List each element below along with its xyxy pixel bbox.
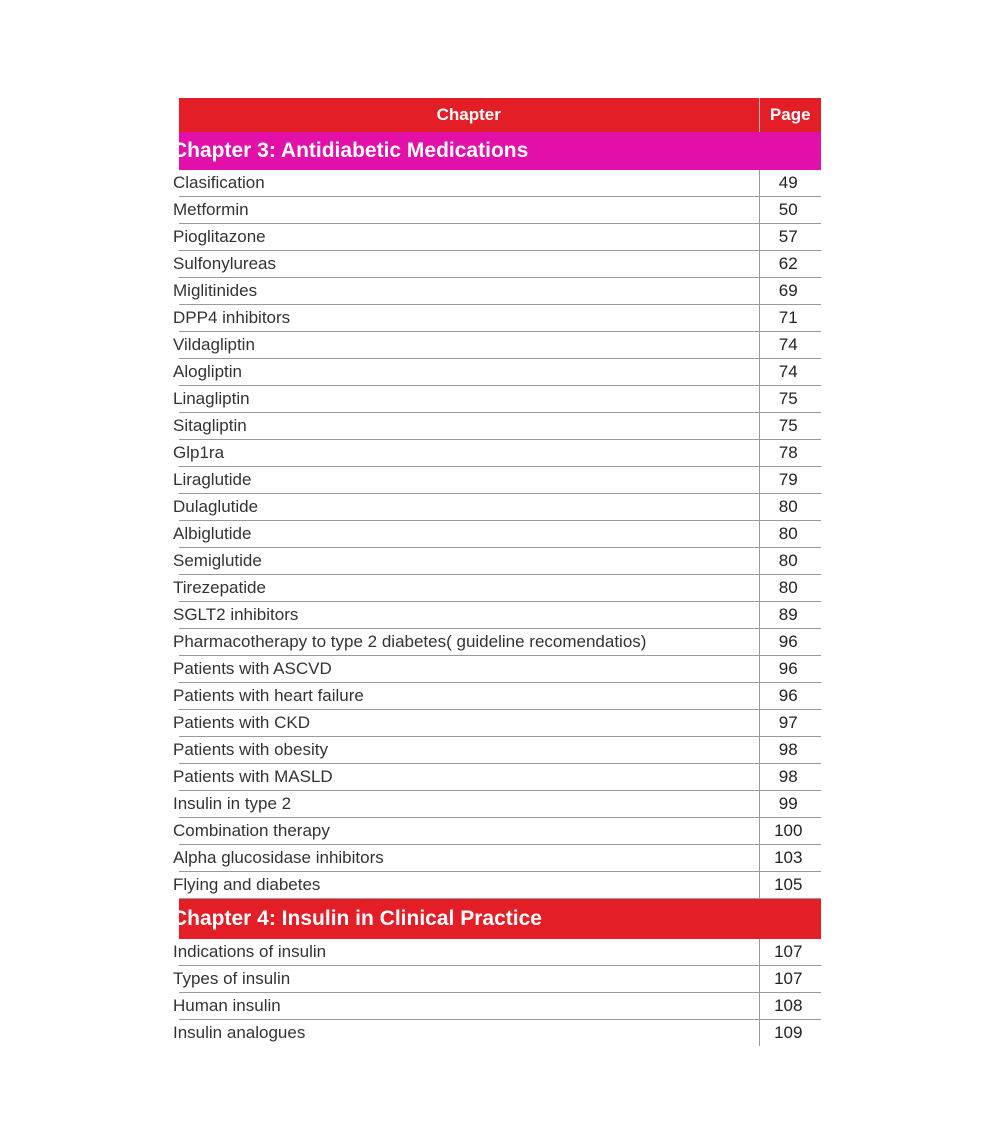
entry-title: SGLT2 inhibitors bbox=[179, 602, 759, 629]
entry-page-number: 89 bbox=[759, 602, 821, 629]
entry-title: Liraglutide bbox=[179, 467, 759, 494]
entry-title: Miglitinides bbox=[179, 278, 759, 305]
table-row bbox=[179, 845, 821, 872]
entry-page-number: 96 bbox=[759, 629, 821, 656]
header-row bbox=[179, 98, 821, 132]
entry-title: Clasification bbox=[179, 170, 759, 197]
entry-page-number: 99 bbox=[759, 791, 821, 818]
table-row bbox=[179, 386, 821, 413]
entry-page-number: 75 bbox=[759, 413, 821, 440]
table-row bbox=[179, 413, 821, 440]
entry-page-number: 78 bbox=[759, 440, 821, 467]
table-row bbox=[179, 939, 821, 966]
entry-title: Sulfonylureas bbox=[179, 251, 759, 278]
entry-title: Pharmacotherapy to type 2 diabetes( guideline recomendatios) bbox=[179, 629, 759, 656]
entry-page-number: 98 bbox=[759, 764, 821, 791]
entry-page-number: 79 bbox=[759, 467, 821, 494]
chapter-section-header bbox=[179, 899, 821, 940]
entry-page-number: 80 bbox=[759, 575, 821, 602]
chapter-column-header: Chapter bbox=[179, 98, 759, 132]
table-row bbox=[179, 629, 821, 656]
entry-title: Alpha glucosidase inhibitors bbox=[179, 845, 759, 872]
entry-page-number: 74 bbox=[759, 359, 821, 386]
table-row bbox=[179, 278, 821, 305]
chapter-title: Chapter 3: Antidiabetic Medications bbox=[172, 139, 529, 162]
entry-page-number: 107 bbox=[759, 939, 821, 966]
entry-page-number: 98 bbox=[759, 737, 821, 764]
table-row bbox=[179, 872, 821, 899]
chapter-section-header bbox=[179, 132, 821, 170]
entry-title: Human insulin bbox=[179, 993, 759, 1020]
entry-title: Dulaglutide bbox=[179, 494, 759, 521]
entry-page-number: 57 bbox=[759, 224, 821, 251]
entry-title: Sitagliptin bbox=[179, 413, 759, 440]
entry-title: Tirezepatide bbox=[179, 575, 759, 602]
table-row bbox=[179, 251, 821, 278]
table-row bbox=[179, 764, 821, 791]
entry-title: Albiglutide bbox=[179, 521, 759, 548]
entry-title: Types of insulin bbox=[179, 966, 759, 993]
table-row bbox=[179, 332, 821, 359]
entry-page-number: 69 bbox=[759, 278, 821, 305]
table-row bbox=[179, 305, 821, 332]
table-row bbox=[179, 683, 821, 710]
entry-title: Vildagliptin bbox=[179, 332, 759, 359]
entry-page-number: 50 bbox=[759, 197, 821, 224]
entry-page-number: 105 bbox=[759, 872, 821, 899]
entry-title: Glp1ra bbox=[179, 440, 759, 467]
entry-title: Indications of insulin bbox=[179, 939, 759, 966]
entry-title: Flying and diabetes bbox=[179, 872, 759, 899]
entry-title: Patients with MASLD bbox=[179, 764, 759, 791]
entry-page-number: 80 bbox=[759, 494, 821, 521]
entry-title: Insulin analogues bbox=[179, 1020, 759, 1047]
table-of-contents bbox=[172, 98, 821, 1046]
table-row bbox=[179, 602, 821, 629]
entry-page-number: 75 bbox=[759, 386, 821, 413]
table-row bbox=[179, 791, 821, 818]
entry-page-number: 103 bbox=[759, 845, 821, 872]
table-row bbox=[179, 993, 821, 1020]
entry-title: Combination therapy bbox=[179, 818, 759, 845]
entry-page-number: 49 bbox=[759, 170, 821, 197]
entry-title: Semiglutide bbox=[179, 548, 759, 575]
table-row bbox=[179, 818, 821, 845]
table-row bbox=[179, 575, 821, 602]
entry-page-number: 107 bbox=[759, 966, 821, 993]
table-row bbox=[179, 966, 821, 993]
table-row bbox=[179, 494, 821, 521]
entry-title: Patients with ASCVD bbox=[179, 656, 759, 683]
entry-page-number: 62 bbox=[759, 251, 821, 278]
entry-title: Linagliptin bbox=[179, 386, 759, 413]
table-row bbox=[179, 197, 821, 224]
entry-page-number: 80 bbox=[759, 548, 821, 575]
entry-title: Patients with heart failure bbox=[179, 683, 759, 710]
entry-page-number: 108 bbox=[759, 993, 821, 1020]
page-column-header: Page bbox=[769, 105, 811, 124]
table-row bbox=[179, 224, 821, 251]
entry-page-number: 74 bbox=[759, 332, 821, 359]
table-row bbox=[179, 440, 821, 467]
entry-title: Metformin bbox=[179, 197, 759, 224]
entry-page-number: 109 bbox=[774, 1023, 803, 1042]
entry-page-number: 96 bbox=[759, 656, 821, 683]
entry-title: Patients with obesity bbox=[179, 737, 759, 764]
table-row bbox=[179, 467, 821, 494]
entry-title: Patients with CKD bbox=[179, 710, 759, 737]
entry-page-number: 80 bbox=[759, 521, 821, 548]
entry-page-number: 100 bbox=[759, 818, 821, 845]
chapter-title: Chapter 4: Insulin in Clinical Practice bbox=[172, 907, 542, 930]
table-row bbox=[179, 656, 821, 683]
table-row bbox=[179, 170, 821, 197]
table-row bbox=[179, 737, 821, 764]
entry-title: DPP4 inhibitors bbox=[179, 305, 759, 332]
table-row bbox=[179, 548, 821, 575]
table-row bbox=[179, 521, 821, 548]
table-row bbox=[179, 359, 821, 386]
entry-page-number: 71 bbox=[759, 305, 821, 332]
table-row bbox=[179, 710, 821, 737]
entry-title: Insulin in type 2 bbox=[179, 791, 759, 818]
entry-page-number: 97 bbox=[759, 710, 821, 737]
entry-title: Alogliptin bbox=[179, 359, 759, 386]
entry-page-number: 96 bbox=[759, 683, 821, 710]
entry-title: Pioglitazone bbox=[179, 224, 759, 251]
table-row bbox=[179, 1020, 821, 1047]
